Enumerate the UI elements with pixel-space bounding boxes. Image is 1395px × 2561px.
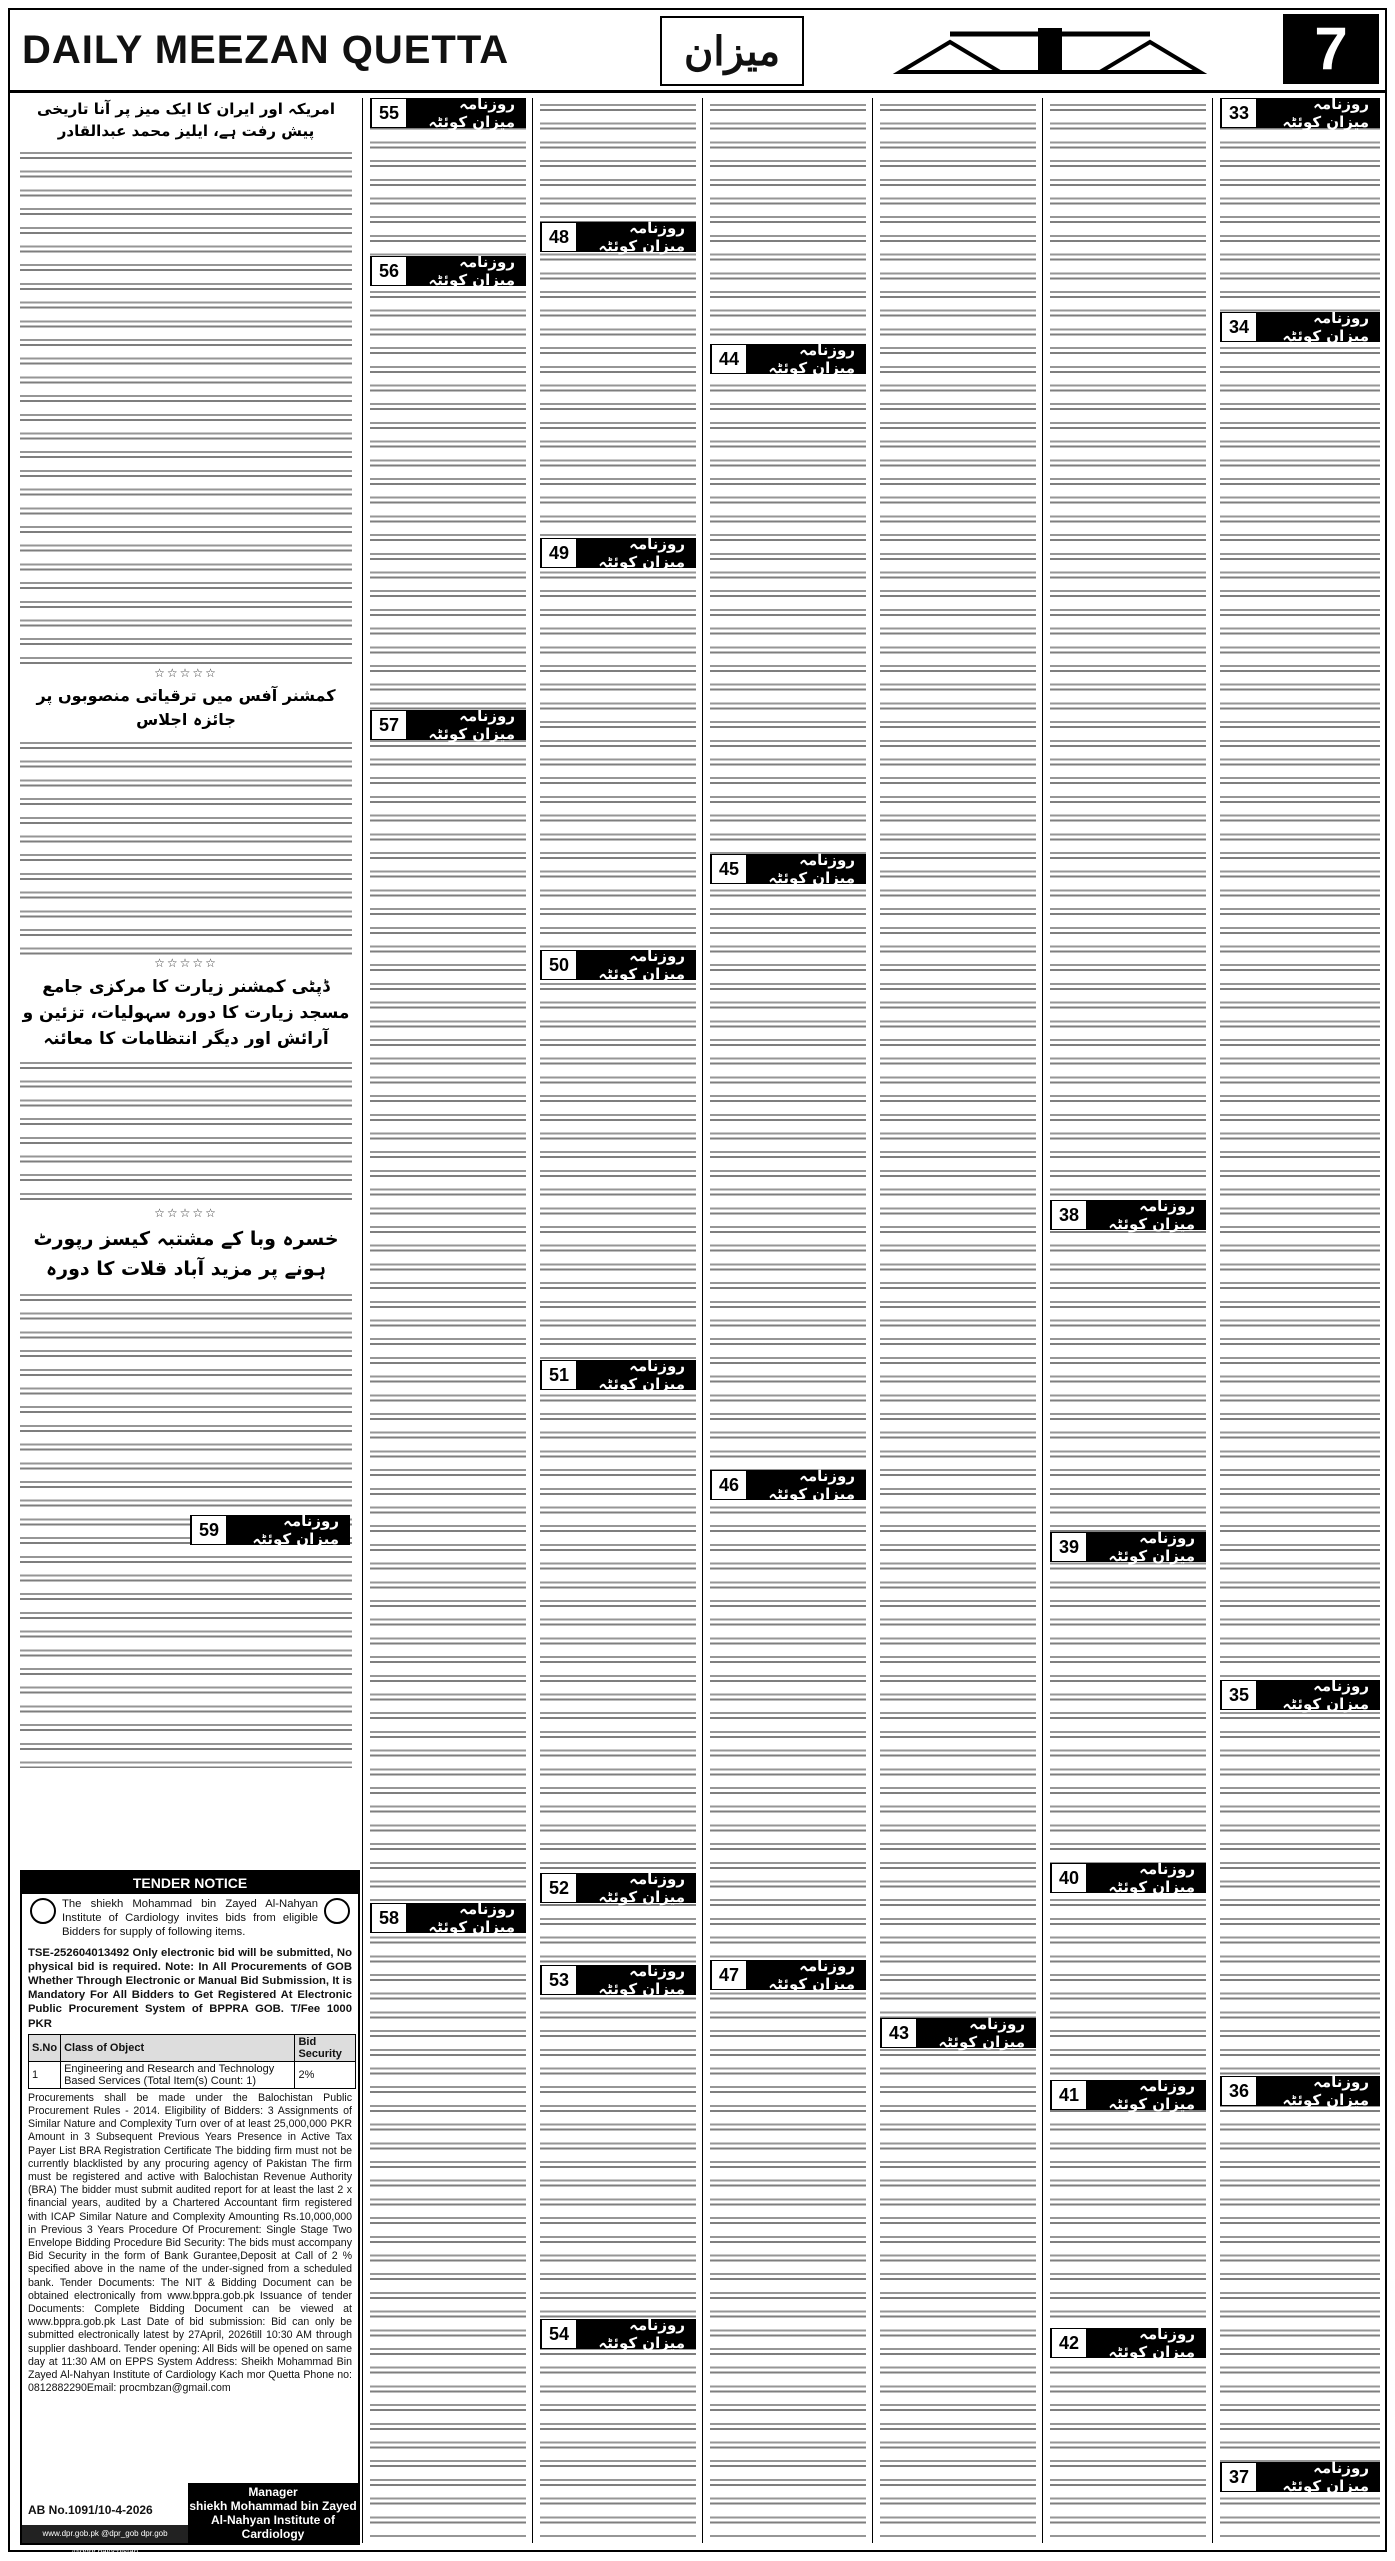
continuation-label: روزنامہ میزان کوئٹہ [576,539,695,567]
continuation-number: 40 [1051,1864,1086,1892]
continuation-number: 50 [541,951,576,979]
continuation-label: روزنامہ میزان کوئٹہ [226,1516,349,1544]
continuation-header [540,1962,696,1998]
tender-body: Procurements shall be made under the Balochistan Public Procurement Rules - 2014. Eligibility of Bidders: 3 Assignments of Similar Nature and Complexity Turn over of at least 25,000,000 PKR Amount in 3 Subsequent Previous Years Presence in Active Tax Payer List BRA Registration Certificate The bidding firm must not be currently blacklisted by any procuring agency of Pakistan The firm must be registered and active with Balochistan Revenue Authority (BRA) The bidder must submit audited report for at least the last 2 x financial years, audited by a Chartered Accountant firm registered with ICAP Similar Nature and Complexity Amounting Rs.10,000,000 in Previous 3 Years Procedure Of Procurement: Single Stage Two Envelope Bidding Procedure Bid Security: The bids must accompany Bid Security in the form of Bank Gurantee,Deposit at Call of 2 % specified above in the name of the under-signed from a scheduled bank. Tender Documents: The NIT & Bidding Document can be obtained electronically from www.bppra.gob.pk Issuance of tender Documents: Complete Bidding Document can be viewed at www.bppra.gob.pk Last Date of bid submission: Bid can only be submitted electronically latest by 27April, 2026till 10:30 AM through supplier dashboard. Tender opening: All Bids will be opened on same day at 11:30 AM on EPPS System Address: Sheikh Mohammad Bin Zayed Al-Nahyan Institute of Cardiology Kach mor Quetta Phone no: 0812882290Email: procmbzan@gmail.com [28,2091,352,2395]
continuation-label: روزنامہ میزان کوئٹہ [746,345,865,373]
continuation-header [540,1870,696,1906]
continuation-number: 42 [1051,2329,1086,2357]
continuation-number: 52 [541,1874,576,1902]
continuation-number: 46 [711,1471,746,1499]
continuation-number: 55 [371,99,406,127]
continuation-number: 43 [881,2019,916,2047]
continuation-header [1220,2459,1380,2495]
separator-stars: ☆☆☆☆☆ [154,666,218,680]
continuation-label: روزنامہ میزان کوئٹہ [1086,1864,1205,1892]
continuation-label: روزنامہ میزان کوئٹہ [1256,99,1379,127]
news-column [880,98,1036,2538]
continuation-header [1220,95,1380,131]
news-column [1220,98,1380,2538]
continuation-label: روزنامہ میزان کوئٹہ [1256,1681,1379,1709]
tender-tse: TSE-252604013492 Only electronic bid will be submitted, No physical bid is required. Note: In All Procurements of GOB Whether Through Electronic or Manual Bid Submission, It is Mandatory For All Bidders to Get Registered At Electronic Public Procurement System of BPPRA GOB. T/Fee 1000 PKR [28,1946,352,2030]
continuation-number: 58 [371,1904,406,1932]
continuation-number: 56 [371,257,406,285]
continuation-label: روزنامہ میزان کوئٹہ [576,1361,695,1389]
ab-number: AB No.1091/10-4-2026 [28,2503,153,2517]
continuation-label: روزنامہ میزان کوئٹہ [576,951,695,979]
continuation-number: 36 [1221,2077,1256,2105]
continuation-number: 48 [541,223,576,251]
continuation-header [1050,2077,1206,2113]
continuation-header [1050,1529,1206,1565]
column-rule [702,98,703,2543]
continuation-header [1220,2073,1380,2109]
table-header: S.No [29,2034,61,2061]
continuation-number: 57 [371,711,406,739]
continuation-label: روزنامہ میزان کوئٹہ [1256,2463,1379,2491]
table-header: Class of Object [61,2034,295,2061]
continuation-number: 47 [711,1961,746,1989]
continuation-header [710,1467,866,1503]
news-body [20,736,352,956]
continuation-header [370,1900,526,1936]
masthead-title: DAILY MEEZAN QUETTA [22,28,510,72]
tender-notice [20,1870,360,2556]
column-rule [532,98,533,2543]
news-column [540,98,696,2538]
continuation-label: روزنامہ میزان کوئٹہ [1086,2329,1205,2357]
table-cell: 1 [29,2061,61,2088]
news-column [710,98,866,2538]
tender-signature [188,2483,358,2543]
continuation-header [540,219,696,255]
continuation-label: روزنامہ میزان کوئٹہ [406,1904,525,1932]
table-header: Bid Security [295,2034,356,2061]
page-number: 7 [1283,14,1379,84]
continuation-number: 33 [1221,99,1256,127]
continuation-number: 35 [1221,1681,1256,1709]
continuation-header [1220,309,1380,345]
continuation-label: روزنامہ میزان کوئٹہ [916,2019,1035,2047]
signature-title: Manager [248,2485,298,2499]
continuation-header [190,1512,350,1548]
continuation-label: روزنامہ میزان کوئٹہ [406,257,525,285]
government-emblem-icon [324,1898,350,1924]
social-links: www.dpr.gob.pk @dpr_gob dpr.gob @dgpr.balochistan [22,2525,188,2543]
continuation-number: 38 [1051,1201,1086,1229]
continuation-header [1050,1860,1206,1896]
continuation-header [1050,1197,1206,1233]
continuation-label: روزنامہ میزان کوئٹہ [406,99,525,127]
continuation-header [370,707,526,743]
table-cell: 2% [295,2061,356,2088]
institute-emblem-icon [30,1898,56,1924]
news-headline: ڈپٹی کمشنر زیارت کا مرکزی جامع مسجد زیارت کا دورہ سہولیات، تزئین و آرائش اور دیگر انتظامات کا معائنہ [22,977,350,1049]
column-rule [1212,98,1213,2543]
news-headline: خسرہ وبا کے مشتبہ کیسز رپورٹ ہونے پر مزید آباد قلات کا دورہ [33,1228,339,1280]
continuation-label: روزنامہ میزان کوئٹہ [576,223,695,251]
continuation-number: 34 [1221,313,1256,341]
continuation-label: روزنامہ میزان کوئٹہ [746,855,865,883]
continuation-label: روزنامہ میزان کوئٹہ [746,1471,865,1499]
continuation-header [370,95,526,131]
signature-org: shiekh Mohammad bin Zayed Al-Nahyan Institute of Cardiology [189,2499,357,2541]
table-cell: Engineering and Research and Technology Based Services (Total Item(s) Count: 1) [61,2061,295,2088]
news-column [370,98,526,2538]
continuation-label: روزنامہ میزان کوئٹہ [1086,1201,1205,1229]
news-headline: امریکہ اور ایران کا ایک میز پر آنا تاریخی پیش رفت ہے، ایلیز محمد عبدالقادر [37,100,335,140]
separator-stars: ☆☆☆☆☆ [154,1206,218,1220]
continuation-number: 45 [711,855,746,883]
continuation-number: 51 [541,1361,576,1389]
tender-table [28,2034,356,2089]
continuation-label: روزنامہ میزان کوئٹہ [1086,2081,1205,2109]
news-body [20,146,352,666]
tender-title: TENDER NOTICE [22,1872,358,1894]
column-rule [872,98,873,2543]
continuation-number: 37 [1221,2463,1256,2491]
continuation-header [1220,1677,1380,1713]
continuation-header [540,947,696,983]
scales-emblem-icon [890,20,1210,80]
continuation-label: روزنامہ میزان کوئٹہ [576,1874,695,1902]
continuation-header [540,2316,696,2352]
newspaper-page [8,8,1387,2556]
continuation-header [540,535,696,571]
tender-footer [22,2481,358,2556]
continuation-number: 54 [541,2320,576,2348]
continuation-number: 53 [541,1966,576,1994]
column-rule [362,98,363,2543]
continuation-label: روزنامہ میزان کوئٹہ [1256,313,1379,341]
masthead [10,10,1385,93]
left-news-column [16,98,356,1858]
continuation-label: روزنامہ میزان کوئٹہ [1086,1533,1205,1561]
continuation-label: روزنامہ میزان کوئٹہ [406,711,525,739]
news-body [20,1056,352,1206]
masthead-logo: میزان [660,16,804,86]
continuation-label: روزنامہ میزان کوئٹہ [576,1966,695,1994]
news-column [1050,98,1206,2538]
continuation-number: 39 [1051,1533,1086,1561]
news-headline: کمشنر آفس میں ترقیاتی منصوبوں پر جائزہ اجلاس [36,686,336,729]
continuation-header [1050,2325,1206,2361]
continuation-number: 44 [711,345,746,373]
continuation-label: روزنامہ میزان کوئٹہ [576,2320,695,2348]
column-rule [1042,98,1043,2543]
continuation-number: 41 [1051,2081,1086,2109]
continuation-label: روزنامہ میزان کوئٹہ [1256,2077,1379,2105]
continuation-header [710,341,866,377]
continuation-number: 59 [191,1516,226,1544]
table-row [29,2061,356,2088]
continuation-header [710,851,866,887]
separator-stars: ☆☆☆☆☆ [154,956,218,970]
tender-intro: The shiekh Mohammad bin Zayed Al-Nahyan Institute of Cardiology invites bids from eligible Bidders for supply of following items. [62,1898,318,1939]
continuation-number: 49 [541,539,576,567]
continuation-header [880,2015,1036,2051]
continuation-header [540,1357,696,1393]
continuation-header [710,1957,866,1993]
continuation-label: روزنامہ میزان کوئٹہ [746,1961,865,1989]
continuation-header [370,253,526,289]
